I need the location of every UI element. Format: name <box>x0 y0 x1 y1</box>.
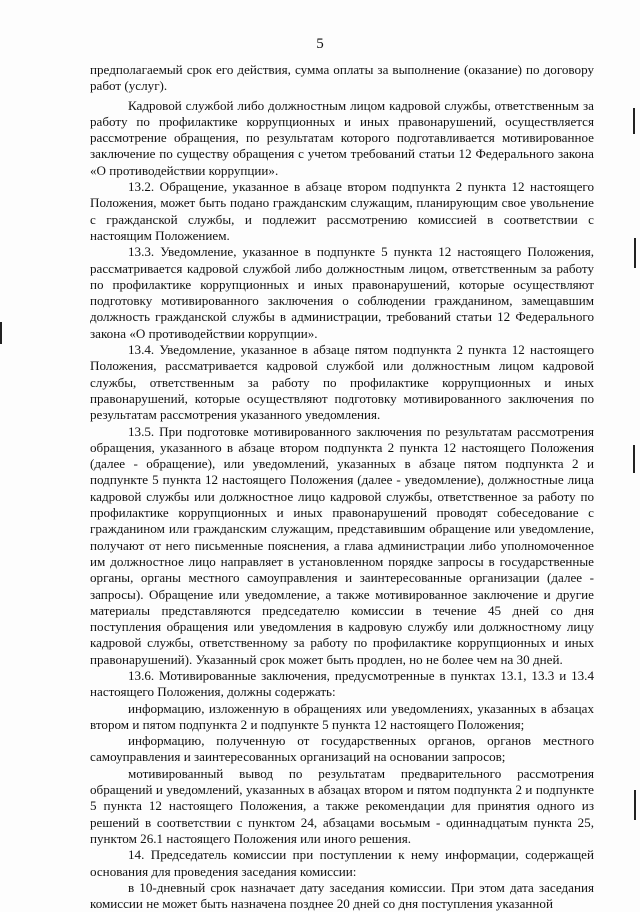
paragraph: информацию, изложенную в обращениях или уведомлениях, указанных в абзацах втором и пятом подпункта 2 и подпункте 5 пункта 12 настоящего Положения; <box>90 700 594 732</box>
paragraph: 13.6. Мотивированные заключения, предусмотренные в пунктах 13.1, 13.3 и 13.4 настоящего Положения, должны содержать: <box>90 667 594 700</box>
paragraph: 13.5. При подготовке мотивированного заключения по результатам рассмотрения обращения, указанного в абзаце втором подпункта 2 пункта 12 настоящего Положения (далее - обращение), или уведомлений, указанных в абзаце пятом подпункта 2 и подпункте 5 пункта 12 настоящего Положения (далее - уведомление), должностные лица кадровой службы или должностное лицо кадровой службы, ответственное за работу по профилактике коррупционных и иных правонарушений проводят собеседование с гражданином или гражданским служащим, представившим обращение или уведомление, получают от него письменные пояснения, а глава администрации либо уполномоченное им должностное лицо направляет в установленном порядке запросы в государственные органы, органы местного самоуправления и заинтересованные организации (далее - запросы). Обращение или уведомление, а также мотивированное заключение и другие материалы представляются председателю комиссии в течение 45 дней со дня поступления обращения или уведомления в кадровую службу или должностному лицу кадровой службы, ответственному за работу по профилактике коррупционных и иных правонарушений). Указанный срок может быть продлен, но не более чем на 30 дней. <box>90 423 594 667</box>
scan-edge-mark <box>633 108 635 134</box>
paragraph: 13.2. Обращение, указанное в абзаце втором подпункта 2 пункта 12 настоящего Положения, может быть подано гражданским служащим, планирующим свое увольнение с гражданской службы, и подлежит рассмотрению комиссией в соответствии с настоящим Положением. <box>90 179 594 243</box>
page-number: 5 <box>316 36 324 52</box>
scan-edge-mark <box>634 790 636 820</box>
scan-edge-mark <box>634 238 636 268</box>
scan-edge-mark <box>0 322 2 344</box>
paragraph: Кадровой службой либо должностным лицом кадровой службы, ответственным за работу по профилактике коррупционных и иных правонарушений, осуществляется рассмотрение обращения, по результатам которого подготавливается мотивированное заключение по существу обращения с учетом требований статьи 12 Федерального закона «О противодействии коррупции». <box>90 97 594 178</box>
paragraph: мотивированный вывод по результатам предварительного рассмотрения обращений и уведомлений, указанных в абзацах втором и пятом подпункта 2 и подпункте 5 пункта 12 настоящего Положения, а также рекомендации для принятия одного из решений в соответствии с пунктом 24, абзацами восьмым - одиннадцатым пункта 25, пунктом 26.1 настоящего Положения или иного решения. <box>90 765 594 846</box>
paragraph: предполагаемый срок его действия, сумма оплаты за выполнение (оказание) по договору работ (услуг). <box>90 62 594 94</box>
paragraph: информацию, полученную от государственных органов, органов местного самоуправления и заинтересованных организаций на основании запросов; <box>90 733 594 765</box>
paragraph: 13.4. Уведомление, указанное в абзаце пятом подпункта 2 пункта 12 настоящего Положения, рассматривается кадровой службой или должностным лицом кадровой службы, ответственным за работу по профилактике коррупционных и иных правонарушений, которые осуществляют подготовку мотивированного заключения по результатам рассмотрения указанного уведомления. <box>90 342 594 423</box>
paragraph: 14. Председатель комиссии при поступлении к нему информации, содержащей основания для проведения заседания комиссии: <box>90 847 594 879</box>
paragraph: 13.3. Уведомление, указанное в подпункте 5 пункта 12 настоящего Положения, рассматривается кадровой службой либо должностным лицом, ответственным за работу по профилактике коррупционных и иных правонарушений, которые осуществляют подготовку мотивированного заключения о соблюдении гражданином, замещавшим должность гражданской службы в администрации, требований статьи 12 Федерального закона «О противодействии коррупции». <box>90 244 594 341</box>
scan-edge-mark <box>633 445 635 473</box>
document-body <box>90 62 594 912</box>
paragraph: в 10-дневный срок назначает дату заседания комиссии. При этом дата заседания комиссии не может быть назначена позднее 20 дней со дня поступления указанной <box>90 879 594 912</box>
